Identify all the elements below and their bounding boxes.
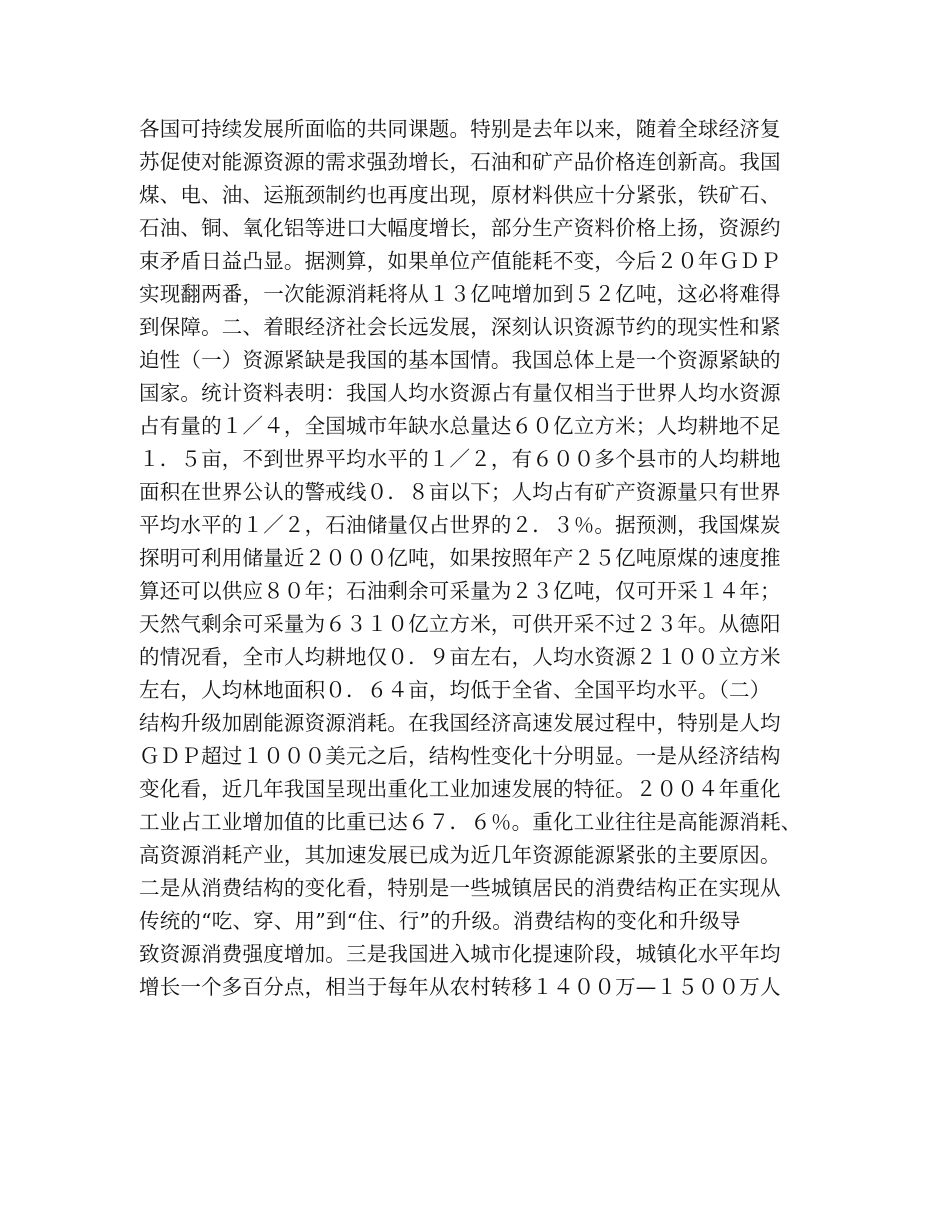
text-line: 致资源消费强度增加。三是我国进入城市化提速阶段，城镇化水平年均 (139, 942, 781, 966)
text-line: 国家。统计资料表明：我国人均水资源占有量仅相当于世界人均水资源 (139, 381, 781, 405)
text-line: 平均水平的１／２，石油储量仅占世界的２．３％。据预测，我国煤炭 (139, 513, 781, 537)
text-line: 结构升级加剧能源资源消耗。在我国经济高速发展过程中，特别是人均 (139, 711, 781, 735)
text-line: 面积在世界公认的警戒线０．８亩以下；人均占有矿产资源量只有世界 (139, 480, 781, 504)
text-line: 变化看，近几年我国呈现出重化工业加速发展的特征。２００４年重化 (139, 777, 781, 801)
text-line: 左右，人均林地面积０．６４亩，均低于全省、全国平均水平。（二） (139, 678, 771, 702)
text-line: 占有量的１／４，全国城市年缺水总量达６０亿立方米；人均耕地不足 (139, 414, 781, 438)
text-line: 到保障。二、着眼经济社会长远发展，深刻认识资源节约的现实性和紧 (139, 315, 781, 339)
text-line: 的情况看，全市人均耕地仅０．９亩左右，人均水资源２１００立方米 (139, 645, 781, 669)
text-line: 算还可以供应８０年；石油剩余可采量为２３亿吨，仅可开采１４年； (139, 579, 781, 603)
text-line: 高资源消耗产业，其加速发展已成为近几年资源能源紧张的主要原因。 (139, 843, 781, 867)
text-line: 各国可持续发展所面临的共同课题。特别是去年以来，随着全球经济复 (139, 117, 781, 141)
text-line: 苏促使对能源资源的需求强劲增长，石油和矿产品价格连创新高。我国 (139, 150, 781, 174)
text-line: ＧＤＰ超过１０００美元之后，结构性变化十分明显。一是从经济结构 (139, 744, 781, 768)
text-line: 传统的“吃、穿、用”到“住、行”的升级。消费结构的变化和升级导 (139, 909, 741, 933)
text-line: 工业占工业增加值的比重已达６７．６％。重化工业往往是高能源消耗、 (139, 810, 802, 834)
text-line: 迫性（一）资源紧缺是我国的基本国情。我国总体上是一个资源紧缺的 (139, 348, 781, 372)
text-line: 增长一个多百分点，相当于每年从农村转移１４００万—１５００万人 (139, 975, 781, 999)
text-line: 束矛盾日益凸显。据测算，如果单位产值能耗不变，今后２０年ＧＤＰ (139, 249, 781, 273)
text-line: １．５亩，不到世界平均水平的１／２，有６００多个县市的人均耕地 (139, 447, 781, 471)
text-line: 探明可利用储量近２０００亿吨，如果按照年产２５亿吨原煤的速度推 (139, 546, 781, 570)
text-line: 实现翻两番，一次能源消耗将从１３亿吨增加到５２亿吨，这必将难得 (139, 282, 781, 306)
text-line: 二是从消费结构的变化看，特别是一些城镇居民的消费结构正在实现从 (139, 876, 781, 900)
text-line: 天然气剩余可采量为６３１０亿立方米，可供开采不过２３年。从德阳 (139, 612, 781, 636)
text-line: 煤、电、油、运瓶颈制约也再度出现，原材料供应十分紧张，铁矿石、 (139, 183, 781, 207)
body-text (139, 113, 819, 1004)
text-line: 石油、铜、氧化铝等进口大幅度增长，部分生产资料价格上扬，资源约 (139, 216, 781, 240)
